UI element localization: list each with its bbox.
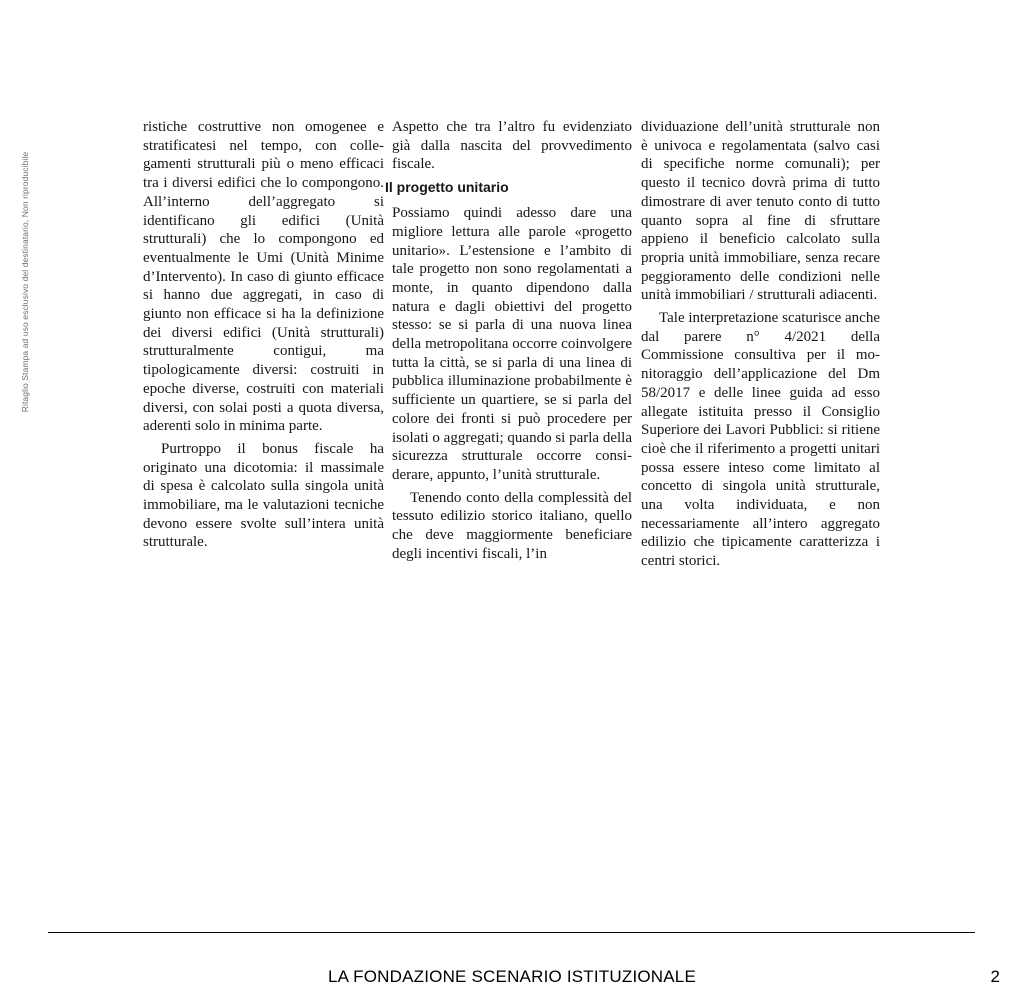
watermark-text: Ritaglio Stampa ad uso esclusivo del destinatario, Non riproducibile <box>20 151 30 413</box>
footer-divider <box>48 932 975 933</box>
article-column-1 <box>143 118 384 552</box>
section-subheading: Il progetto unitario <box>385 179 509 196</box>
article-column-2 <box>385 118 632 563</box>
paragraph: ristiche costruttive non omogenee e stratificatesi nel tempo, con collegamenti strutturali più o meno efficaci tra i diversi edifici che lo compongono. All’interno dell’aggregato si identificano gli edifici (Unità strutturali) che lo compongono ed eventualmente le Umi (Unità Minime d’Intervento). In caso di giunto efficace si hanno due aggregati, in caso di giunto non efficace si ha la definizione dei diversi edifici (Unità strutturali) strutturalmente contigui, ma tipologicamente diversi: costruiti in epoche diverse, costruiti con materiali diversi, con solai posti a quota diversa, aderenti solo in minima parte. <box>143 119 384 435</box>
paragraph: Aspetto che tra l’altro fu evidenziato già dalla nascita del provvedimento fiscale. <box>392 119 632 173</box>
paragraph: Tale interpretazione scaturisce anche dal parere n° 4/2021 della Commissione consultiva per il monitoraggio dell’applicazione del Dm 58/2017 e delle linee guida ad esso allegate istituita presso il Consiglio Superiore dei Lavori Pubblici: si ritiene cioè che il riferimento a progetti unitari possa essere inteso come limitato al concetto di singola unità strutturale, una volta individuata, e non necessariamente all’intero aggregato edilizio che tipicamente caratterizza i centri storici. <box>641 310 880 570</box>
paragraph: Possiamo quindi adesso dare una migliore lettura alle parole «progetto unitario». L’estensione e l’ambito di tale progetto non sono regolamentati a monte, in quanto dipendono dalla natura e dagli obiettivi del progetto stesso: se si parla di una nuova linea della metropolitana occorre coinvolgere tutta la città, se si parla di una linea di pubblica illuminazione probabilmente è sufficiente un quartiere, se si parla del colore dei fronti si può procedere per isolati o aggregati; quando si parla della sicurezza strutturale occorre considerare, appunto, l’unità strutturale. <box>392 205 632 483</box>
paragraph: Tenendo conto della complessità del tessuto edilizio storico italiano, quello che deve maggiormente beneficiare degli incentivi fiscali, l’in <box>392 489 632 562</box>
page-number: 2 <box>990 967 1000 986</box>
paragraph: dividuazione dell’unità strutturale non è univoca e regolamentata (salvo casi di specifiche norme comunali); per questo il tecnico dovrà prima di tutto dimostrare di aver tenuto conto di tutto quanto sopra al fine di sfruttare appieno il beneficio calcolato sulla propria unità immobiliare, senza recare peggioramento delle condizioni nelle unità immobiliari / strutturali adiacenti. <box>641 119 880 304</box>
paragraph: Purtroppo il bonus fiscale ha originato una dicotomia: il massimale di spesa è calcolato sulla singola unità immobiliare, ma le valutazioni tecniche devono essere svolte sull’intera unità strutturale. <box>143 440 384 551</box>
watermark <box>18 112 32 452</box>
article-column-3 <box>641 118 880 571</box>
footer-title: LA FONDAZIONE SCENARIO ISTITUZIONALE <box>327 967 697 986</box>
